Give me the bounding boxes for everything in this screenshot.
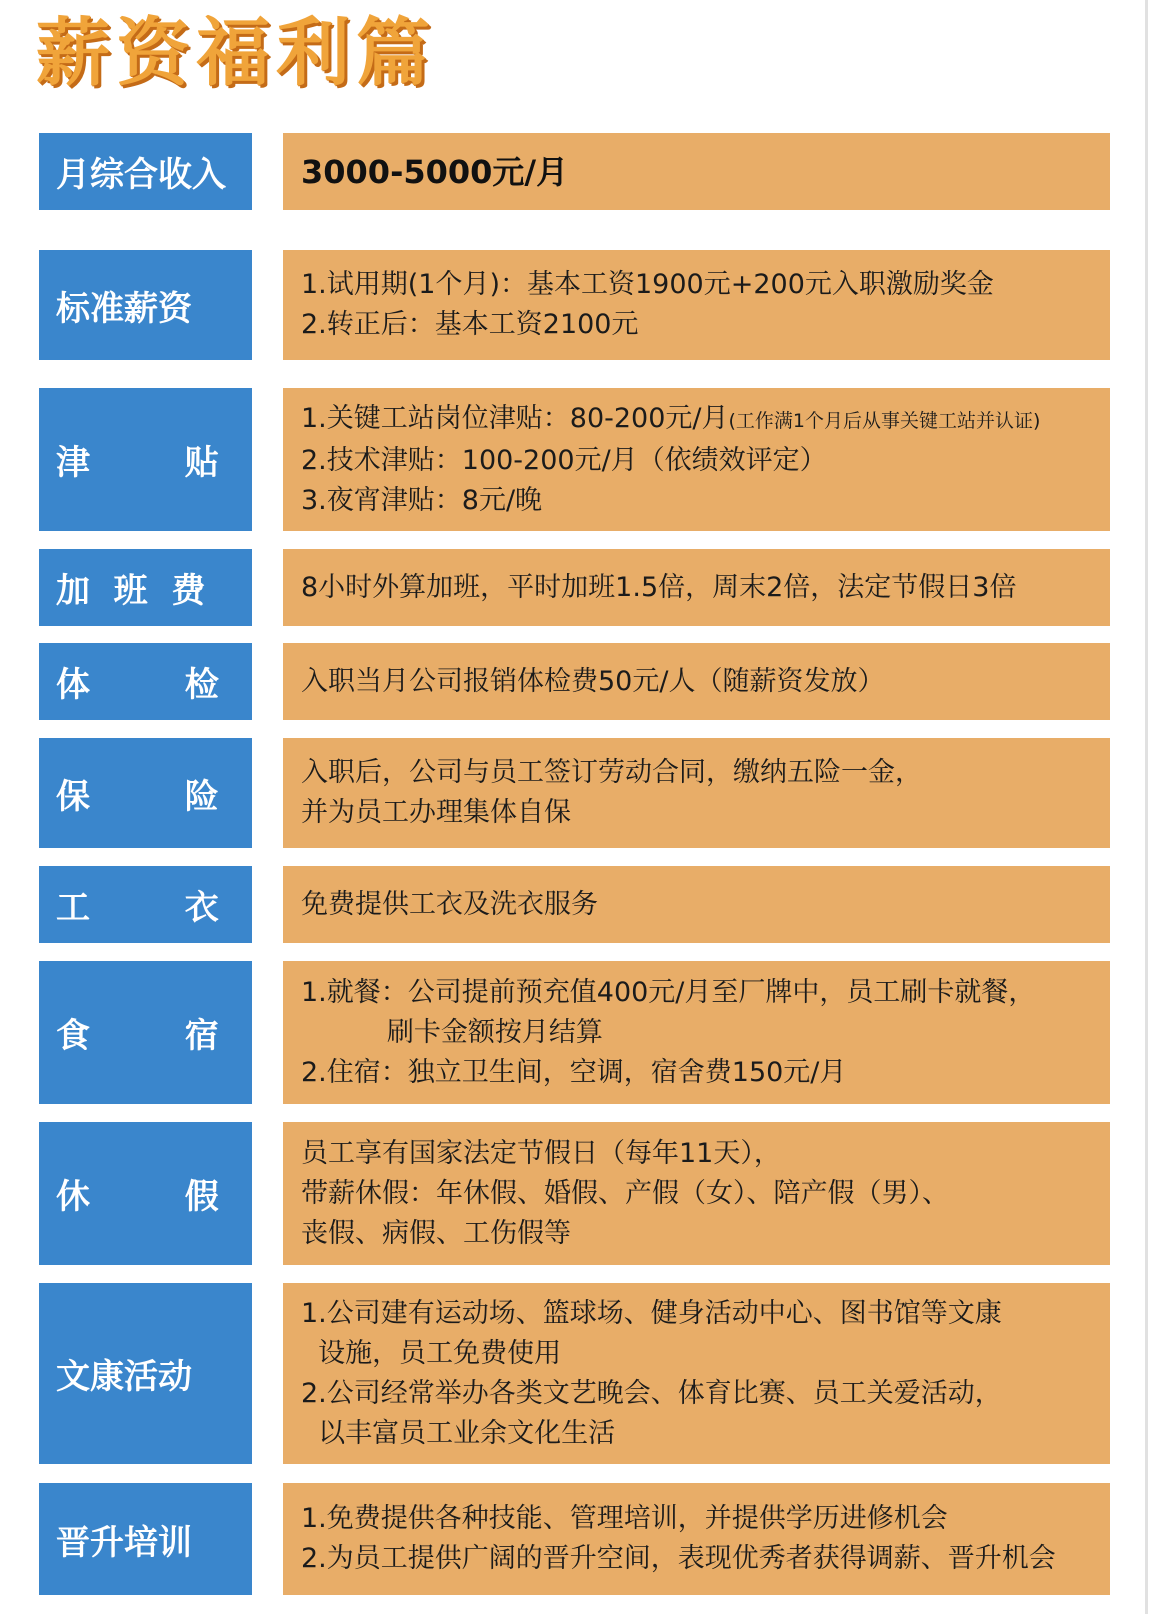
benefit-row-monthly-income <box>0 133 1153 210</box>
row-label: 标准薪资 <box>39 250 252 360</box>
content-line: 带薪休假：年休假、婚假、产假（女）、陪产假（男）、 <box>301 1177 949 1209</box>
content-line: 2.转正后：基本工资2100元 <box>301 309 639 340</box>
content-line: 2.住宿：独立卫生间，空调，宿舍费150元/月 <box>301 1056 847 1088</box>
benefit-row-uniform <box>0 866 1153 943</box>
content-line: 以丰富员工业余文化生活 <box>301 1417 616 1449</box>
row-content <box>283 388 1110 531</box>
row-content <box>283 1122 1110 1265</box>
row-label: 加 班 费 <box>39 549 252 626</box>
content-line: 设施，员工免费使用 <box>301 1337 562 1369</box>
row-content <box>283 643 1110 720</box>
benefit-row-standard-salary <box>0 250 1153 360</box>
content-line: 丧假、病假、工伤假等 <box>301 1217 571 1249</box>
content-line <box>301 399 1110 441</box>
content-line: 免费提供工衣及洗衣服务 <box>301 888 598 920</box>
row-label: 晋升培训 <box>39 1483 252 1595</box>
benefit-row-recreation <box>0 1283 1153 1464</box>
content-line: 1.免费提供各种技能、管理培训，并提供学历进修机会 <box>301 1503 948 1534</box>
content-line: 刷卡金额按月结算 <box>301 1016 603 1048</box>
benefit-row-vacation <box>0 1122 1153 1265</box>
row-content <box>283 1483 1110 1595</box>
content-line: 入职后，公司与员工签订劳动合同，缴纳五险一金， <box>301 757 922 788</box>
benefit-row-insurance <box>0 738 1153 848</box>
row-content <box>283 866 1110 943</box>
row-label: 工 衣 <box>39 866 252 943</box>
row-content <box>283 549 1110 626</box>
content-line: 员工享有国家法定节假日（每年11天）， <box>301 1137 781 1169</box>
row-content <box>283 961 1110 1104</box>
row-label: 津 贴 <box>39 388 252 531</box>
row-content <box>283 250 1110 360</box>
row-content <box>283 738 1110 848</box>
allowance-main-text: 1.关键工站岗位津贴：80-200元/月 <box>301 402 729 434</box>
content-line: 并为员工办理集体自保 <box>301 797 571 828</box>
benefit-row-food-lodging <box>0 961 1153 1104</box>
row-content <box>283 133 1110 210</box>
content-line: 2.公司经常举办各类文艺晚会、体育比赛、员工关爱活动， <box>301 1377 1002 1409</box>
content-line: 3.夜宵津贴：8元/晚 <box>301 484 543 516</box>
content-line: 1.试用期(1个月)：基本工资1900元+200元入职激励奖金 <box>301 269 994 300</box>
content-line: 2.技术津贴：100-200元/月（依绩效评定） <box>301 444 827 476</box>
benefit-row-overtime <box>0 549 1153 626</box>
row-content <box>283 1283 1110 1464</box>
allowance-note: (工作满1个月后从事关键工站并认证) <box>728 409 1041 432</box>
content-line: 2.为员工提供广阔的晋升空间，表现优秀者获得调薪、晋升机会 <box>301 1543 1056 1574</box>
content-line: 入职当月公司报销体检费50元/人（随薪资发放） <box>301 665 885 697</box>
benefit-row-allowance <box>0 388 1153 531</box>
content-line: 1.公司建有运动场、篮球场、健身活动中心、图书馆等文康 <box>301 1297 1002 1329</box>
row-label: 保 险 <box>39 738 252 848</box>
row-label: 文康活动 <box>39 1283 252 1464</box>
income-value: 3000-5000元/月 <box>301 152 569 191</box>
benefit-row-promotion-training <box>0 1483 1153 1595</box>
row-label: 月综合收入 <box>39 133 252 210</box>
content-line: 1.就餐：公司提前预充值400元/月至厂牌中，员工刷卡就餐， <box>301 976 1036 1008</box>
row-label: 体 检 <box>39 643 252 720</box>
row-label: 休 假 <box>39 1122 252 1265</box>
row-label: 食 宿 <box>39 961 252 1104</box>
page-title: 薪资福利篇 <box>36 10 436 96</box>
benefit-row-medical-check <box>0 643 1153 720</box>
content-line: 8小时外算加班，平时加班1.5倍，周末2倍，法定节假日3倍 <box>301 571 1017 603</box>
